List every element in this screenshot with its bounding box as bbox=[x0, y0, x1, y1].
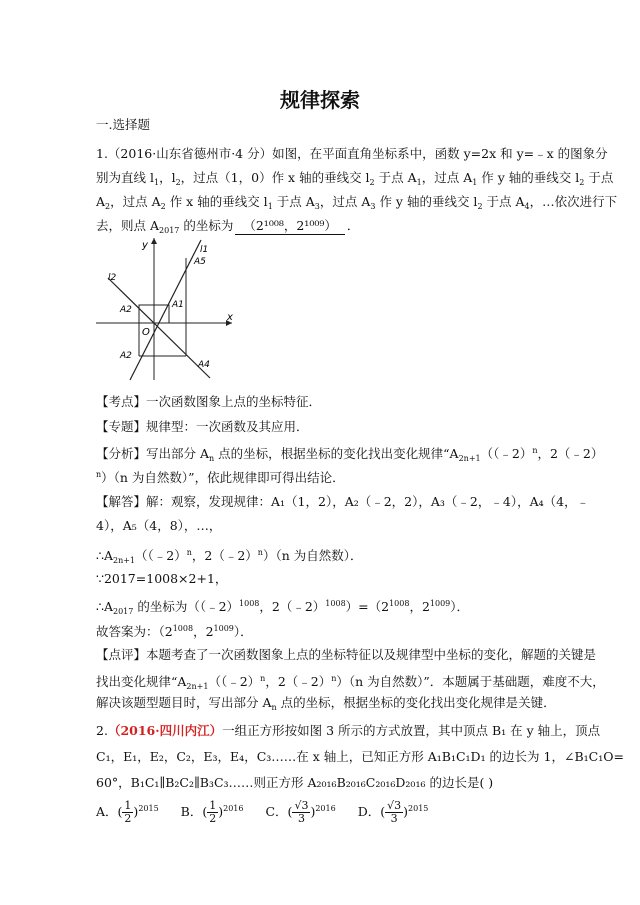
origin-label: O bbox=[142, 327, 150, 338]
line-l2 bbox=[108, 278, 210, 378]
section-heading: 一.选择题 bbox=[96, 117, 150, 132]
choice-a[interactable]: A．( $\frac{1}{2}$ )$^{2015}$ bbox=[96, 799, 159, 825]
l2-label: l2 bbox=[108, 273, 117, 283]
a5-label: A5 bbox=[194, 257, 206, 267]
kaodian: 【考点】一次函数图象上点的坐标特征． bbox=[96, 394, 322, 409]
choice-c[interactable]: C．( $\frac{√3}{3}$ )$^{2016}$ bbox=[265, 799, 336, 825]
a4-label: A4 bbox=[198, 360, 210, 370]
q1-line-2: 别为直线 $l_1$，$l_2$，过点（1，0）作 x 轴的垂线交 $l_2$ 于点 $A_1$，过点 $A_1$ 作 y 轴的垂线交 $l_2$ 于点 bbox=[96, 170, 614, 187]
answer-blank: （2¹⁰⁰⁸，2¹⁰⁰⁹） bbox=[235, 218, 345, 235]
x-axis-label: x bbox=[227, 312, 233, 323]
a2-label: A2 bbox=[120, 305, 132, 315]
q2-line-3: 60°，B₁C₁∥B₂C₂∥B₃C₃……则正方形 A₂₀₁₆B₂₀₁₆C₂₀₁₆D₂₀₁₆ 的边长是( ) bbox=[96, 775, 494, 790]
q1-line-4: 去，则点 $A_{2017}$ 的坐标为 （2¹⁰⁰⁸，2¹⁰⁰⁹） ． bbox=[96, 218, 360, 235]
jieda-line-1: 【解答】解：观察，发现规律：A₁（1，2），A₂（﹣2，2），A₃（﹣2，﹣4），A₄（4，﹣ bbox=[96, 494, 590, 509]
fenxi-line-1: 【分析】写出部分 $A_n$ 点的坐标，根据坐标的变化找出变化规律“$A_{2n+1}((﹣2)^n$，2（﹣2） bbox=[96, 446, 604, 463]
q2-line-1: 2.（2016·四川内江）一组正方形按如图 3 所示的方式放置，其中顶点 B₁ 在 y 轴上，顶点 bbox=[96, 723, 601, 738]
fenxi-line-2: $^n$）（n 为自然数）”，依此规律即可得出结论． bbox=[96, 470, 345, 485]
zhuanti: 【专题】规律型：一次函数及其应用． bbox=[96, 419, 309, 434]
choice-d[interactable]: D．( $\frac{√3}{3}$ )$^{2015}$ bbox=[357, 799, 429, 825]
q1-line-3: $A_2$，过点 $A_2$ 作 x 轴的垂线交 $l_1$ 于点 $A_3$，过点 $A_3$ 作 y 轴的垂线交 $l_2$ 于点 $A_4$，…依次进行下 bbox=[96, 194, 618, 211]
y-axis-label: y bbox=[142, 240, 148, 251]
dianping-line-1: 【点评】本题考查了一次函数图象上点的坐标特征以及规律型中坐标的变化，解题的关键是 bbox=[96, 647, 597, 662]
coordinate-figure bbox=[94, 230, 244, 388]
jieda-line-2: 4），A₅（4，8），…， bbox=[96, 518, 222, 533]
q2-line-2: C₁，E₁，E₂，C₂，E₃，E₄，C₃……在 x 轴上，已知正方形 A₁B₁C₁D₁ 的边长为 1，∠B₁C₁O= bbox=[96, 749, 624, 764]
jieda-line-3: $\therefore A_{2n+1}((﹣2)^n$，2（﹣2）$^n$）（n 为自然数）． bbox=[96, 548, 363, 565]
l1-label: l1 bbox=[200, 245, 209, 255]
jieda-line-6: 故答案为：（$2^{1008}$，$2^{1009}$）． bbox=[96, 624, 253, 639]
q2-source: （2016·四川内江） bbox=[107, 723, 223, 738]
dianping-line-3: 解决该题型题目时，写出部分 $A_n$ 点的坐标，根据坐标的变化找出变化规律是关键． bbox=[96, 695, 556, 712]
q2-choices bbox=[96, 800, 446, 825]
page-title: 规律探索 bbox=[280, 88, 360, 112]
a3-label: A2 bbox=[120, 351, 132, 361]
jieda-line-5: $\therefore A_{2017}$ 的坐标为（（﹣2）$^{1008}$，$2(﹣2)^{1008})=(2^{1008}$，$2^{1009}$）． bbox=[96, 599, 470, 616]
a1-label: A1 bbox=[172, 300, 184, 310]
y-axis-arrow bbox=[151, 238, 157, 244]
dianping-line-2: 找出变化规律“$A_{2n+1}((﹣2)^n$，2（﹣2）$^n$）（n 为自然数）”．本题属于基础题，难度不大， bbox=[96, 674, 605, 691]
choice-b[interactable]: B．( $\frac{1}{2}$ )$^{2016}$ bbox=[180, 799, 244, 825]
jieda-line-4: ∵2017=1008×2+1， bbox=[96, 571, 228, 586]
q1-line-1: 1.（2016·山东省德州市·4 分）如图，在平面直角坐标系中，函数 y=2x 和 y=﹣x 的图象分 bbox=[96, 146, 608, 161]
